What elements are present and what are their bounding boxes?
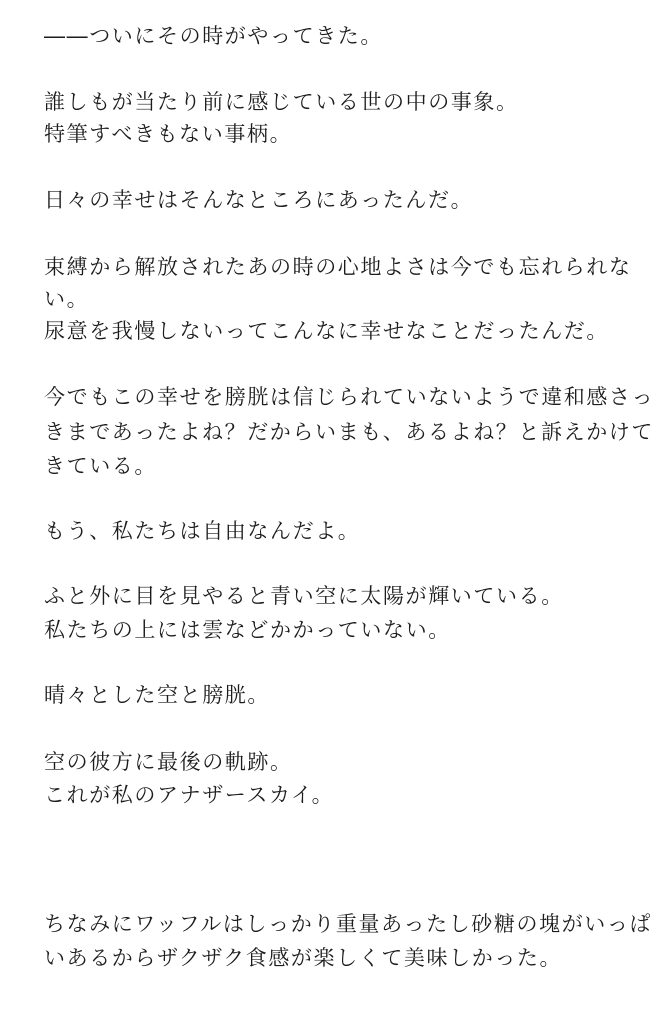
text-line: 日々の幸せはそんなところにあったんだ。: [44, 188, 474, 212]
text-line: 尿意を我慢しないってこんなに幸せなことだったんだ。: [44, 319, 609, 343]
text-line: ――ついにその時がやってきた。: [44, 24, 383, 48]
text-line: い。: [44, 287, 90, 311]
text-line: 私たちの上には雲などかかっていない。: [44, 618, 451, 642]
text-line: 誰しもが当たり前に感じている世の中の事象。: [44, 90, 519, 114]
text-line: これが私のアナザースカイ。: [44, 783, 335, 807]
text-line: 特筆すべきもない事柄。: [44, 122, 293, 146]
text-line: きまであったよね？だからいまも、あるよね？と訴えかけて: [44, 420, 654, 444]
text-line: ちなみにワッフルはしっかり重量あったし砂糖の塊がいっぱ: [44, 912, 653, 936]
text-line: 今でもこの幸せを膀胱は信じられていないようで違和感さっ: [44, 385, 655, 409]
text-line: いあるからザクザク食感が楽しくて美味しかった。: [44, 946, 563, 970]
text-line: きている。: [44, 454, 157, 478]
text-line: ふと外に目を見やると青い空に太陽が輝いている。: [44, 584, 564, 608]
text-line: 束縛から解放されたあの時の心地よさは今でも忘れられな: [44, 255, 632, 279]
text-line: もう、私たちは自由なんだよ。: [44, 519, 361, 543]
text-line: 空の彼方に最後の軌跡。: [44, 750, 293, 774]
text-line: 晴々とした空と膀胱。: [44, 683, 270, 707]
